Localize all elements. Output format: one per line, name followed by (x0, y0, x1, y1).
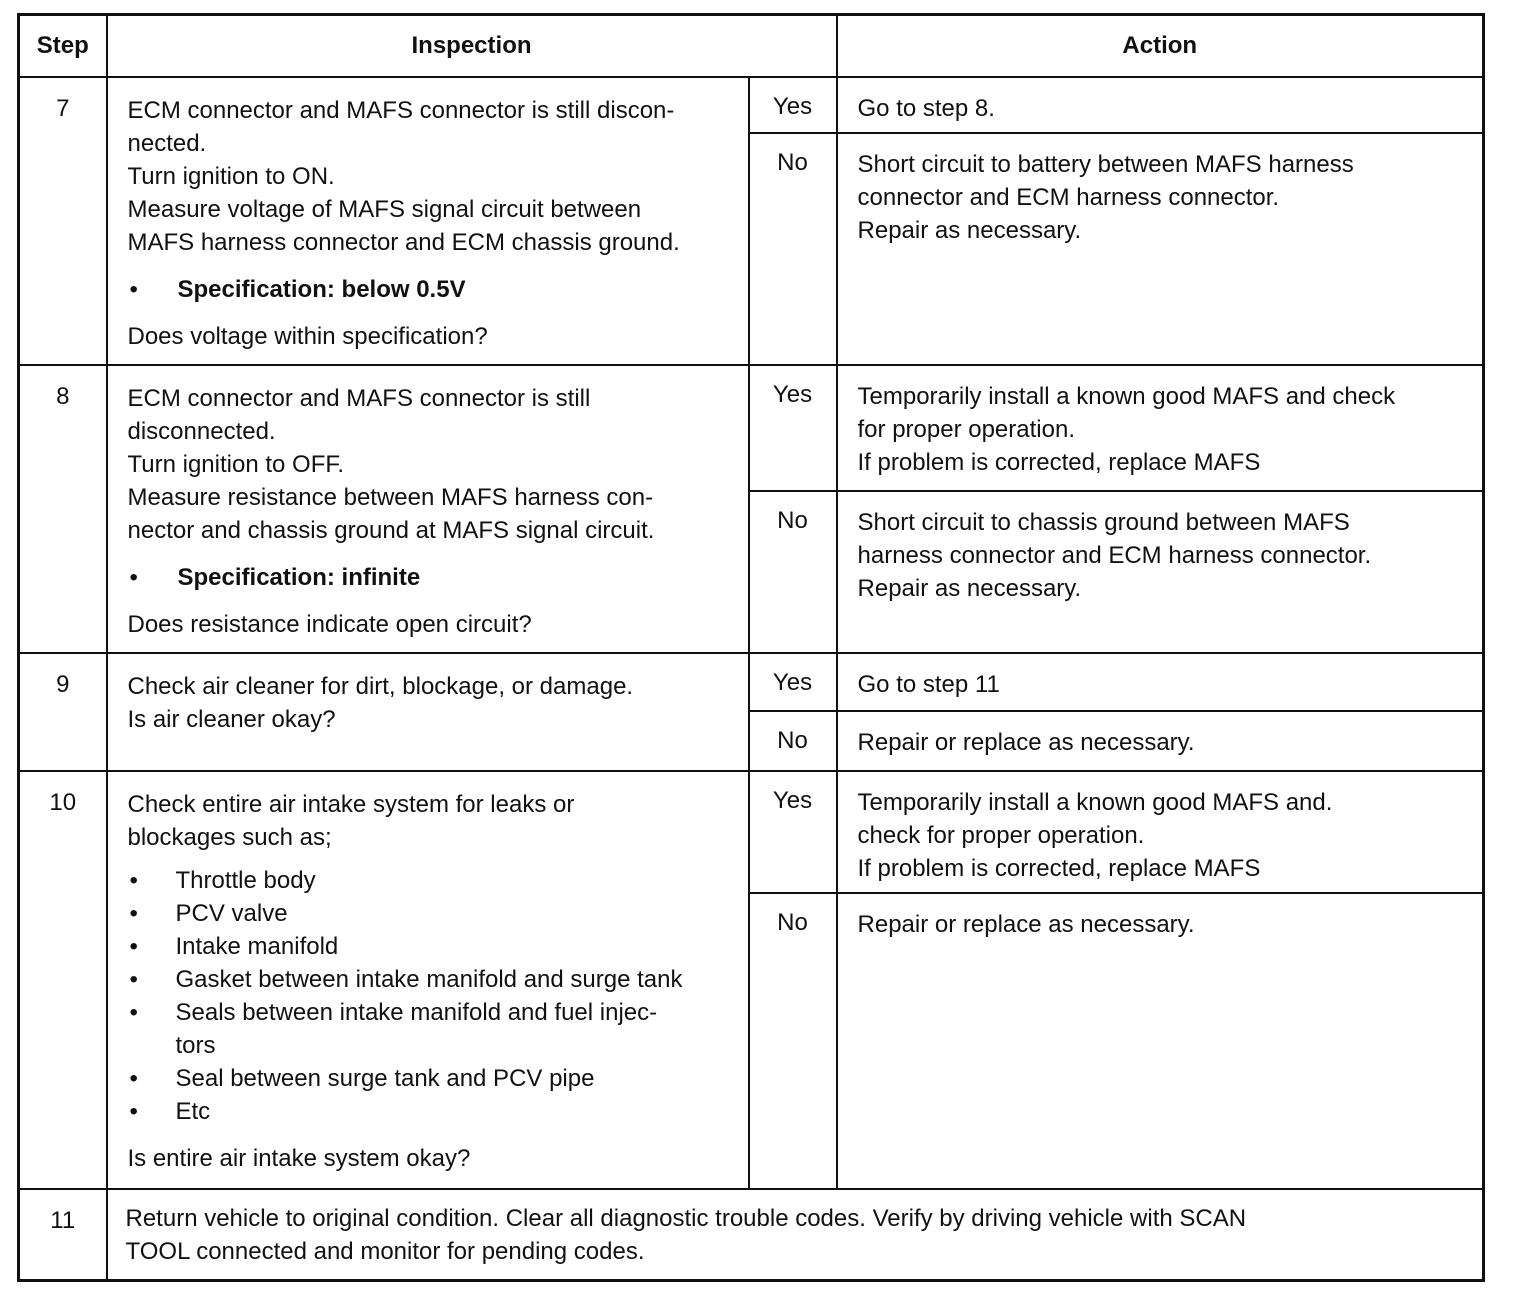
specification (128, 273, 734, 306)
list-item (128, 1095, 734, 1128)
bullet-icon: • (129, 965, 138, 993)
action-line: Repair as necessary. (857, 574, 1082, 602)
final-line: TOOL connected and monitor for pending codes. (125, 1237, 645, 1265)
list-item-text: tors (175, 1031, 216, 1059)
inspection-line: Check air cleaner for dirt, blockage, or damage. (127, 672, 634, 700)
inspection-line: ECM connector and MAFS connector is still (127, 384, 591, 412)
inspection-line: Measure resistance between MAFS harness con- (127, 483, 654, 511)
inspection-line: ECM connector and MAFS connector is still discon- (127, 96, 675, 124)
inspection-line: nected. (127, 129, 207, 157)
step-number: 8 (19, 365, 107, 653)
step-number: 10 (19, 771, 107, 1189)
no-label: No (749, 491, 837, 653)
no-label: No (749, 893, 837, 1189)
specification-text: Specification: below 0.5V (177, 275, 466, 303)
action-line: Repair as necessary. (857, 216, 1082, 244)
action-line: for proper operation. (857, 415, 1075, 443)
yes-action (837, 653, 1484, 711)
component-list (128, 864, 734, 1128)
action-line: harness connector and ECM harness connector. (857, 541, 1372, 569)
yes-label: Yes (749, 771, 837, 893)
specification (128, 561, 734, 594)
yes-action (837, 77, 1484, 133)
inspection-question: Does resistance indicate open circuit? (127, 610, 532, 638)
table-row (19, 77, 1484, 133)
bullet-icon: • (129, 275, 138, 303)
list-item-text: Gasket between intake manifold and surge tank (175, 965, 683, 993)
action-line: Repair or replace as necessary. (857, 910, 1195, 938)
bullet-icon: • (129, 866, 138, 894)
header-action: Action (837, 15, 1484, 77)
inspection-cell (107, 653, 749, 771)
action-line: Short circuit to chassis ground between MAFS (857, 508, 1350, 536)
list-item-text: Seals between intake manifold and fuel injec- (175, 998, 658, 1026)
bullet-icon: • (129, 932, 138, 960)
bullet-icon: • (129, 1064, 138, 1092)
table-row (19, 771, 1484, 893)
list-item-text: Etc (175, 1097, 211, 1125)
list-item (128, 864, 734, 897)
list-item-text: PCV valve (175, 899, 288, 927)
inspection-line: MAFS harness connector and ECM chassis ground. (127, 228, 680, 256)
action-line: If problem is corrected, replace MAFS (857, 448, 1261, 476)
bullet-icon: • (129, 563, 138, 591)
list-item (128, 897, 734, 930)
list-item (128, 963, 734, 996)
inspection-line: Check entire air intake system for leaks or (127, 790, 575, 818)
inspection-question: Is entire air intake system okay? (127, 1144, 471, 1172)
action-line: check for proper operation. (857, 821, 1145, 849)
list-item-text: Intake manifold (175, 932, 339, 960)
action-line: If problem is corrected, replace MAFS (857, 854, 1261, 882)
final-line: Return vehicle to original condition. Clear all diagnostic trouble codes. Verify by driving vehicle with SCAN (125, 1204, 1247, 1232)
action-line: Repair or replace as necessary. (857, 728, 1195, 756)
bullet-icon: • (129, 998, 138, 1026)
step-number: 11 (19, 1189, 107, 1281)
no-action (837, 491, 1484, 653)
inspection-cell (107, 77, 749, 365)
action-line: Short circuit to battery between MAFS harness (857, 150, 1354, 178)
yes-action (837, 771, 1484, 893)
final-step-cell (107, 1189, 1484, 1281)
inspection-line: Turn ignition to ON. (127, 162, 335, 190)
list-item (128, 1062, 734, 1095)
no-action (837, 133, 1484, 365)
yes-label: Yes (749, 365, 837, 491)
inspection-question: Does voltage within specification? (127, 322, 488, 350)
list-item (128, 930, 734, 963)
no-action (837, 711, 1484, 771)
yes-action (837, 365, 1484, 491)
bullet-icon: • (129, 899, 138, 927)
action-line: Go to step 11 (857, 670, 1000, 698)
header-inspection: Inspection (107, 15, 837, 77)
header-row (19, 15, 1484, 77)
no-action (837, 893, 1484, 1189)
list-item-text: Throttle body (175, 866, 316, 894)
specification-text: Specification: infinite (177, 563, 421, 591)
bullet-icon: • (129, 1097, 138, 1125)
list-item-text: Seal between surge tank and PCV pipe (175, 1064, 595, 1092)
inspection-line: blockages such as; (127, 823, 332, 851)
header-step: Step (19, 15, 107, 77)
inspection-line: Is air cleaner okay? (127, 705, 336, 733)
list-item-continuation (128, 1029, 734, 1062)
inspection-line: Turn ignition to OFF. (127, 450, 345, 478)
yes-label: Yes (749, 653, 837, 711)
inspection-line: nector and chassis ground at MAFS signal circuit. (127, 516, 655, 544)
inspection-line: Measure voltage of MAFS signal circuit between (127, 195, 642, 223)
table-row (19, 365, 1484, 491)
table-row (19, 653, 1484, 711)
list-item (128, 996, 734, 1029)
step-number: 9 (19, 653, 107, 771)
step-number: 7 (19, 77, 107, 365)
no-label: No (749, 133, 837, 365)
action-line: connector and ECM harness connector. (857, 183, 1280, 211)
diagnostic-table (17, 13, 1485, 1282)
inspection-line: disconnected. (127, 417, 276, 445)
action-line: Temporarily install a known good MAFS and. (857, 788, 1333, 816)
action-line: Go to step 8. (857, 94, 995, 122)
action-line: Temporarily install a known good MAFS and check (857, 382, 1396, 410)
inspection-cell (107, 365, 749, 653)
yes-label: Yes (749, 77, 837, 133)
inspection-cell (107, 771, 749, 1189)
no-label: No (749, 711, 837, 771)
table-row (19, 1189, 1484, 1281)
